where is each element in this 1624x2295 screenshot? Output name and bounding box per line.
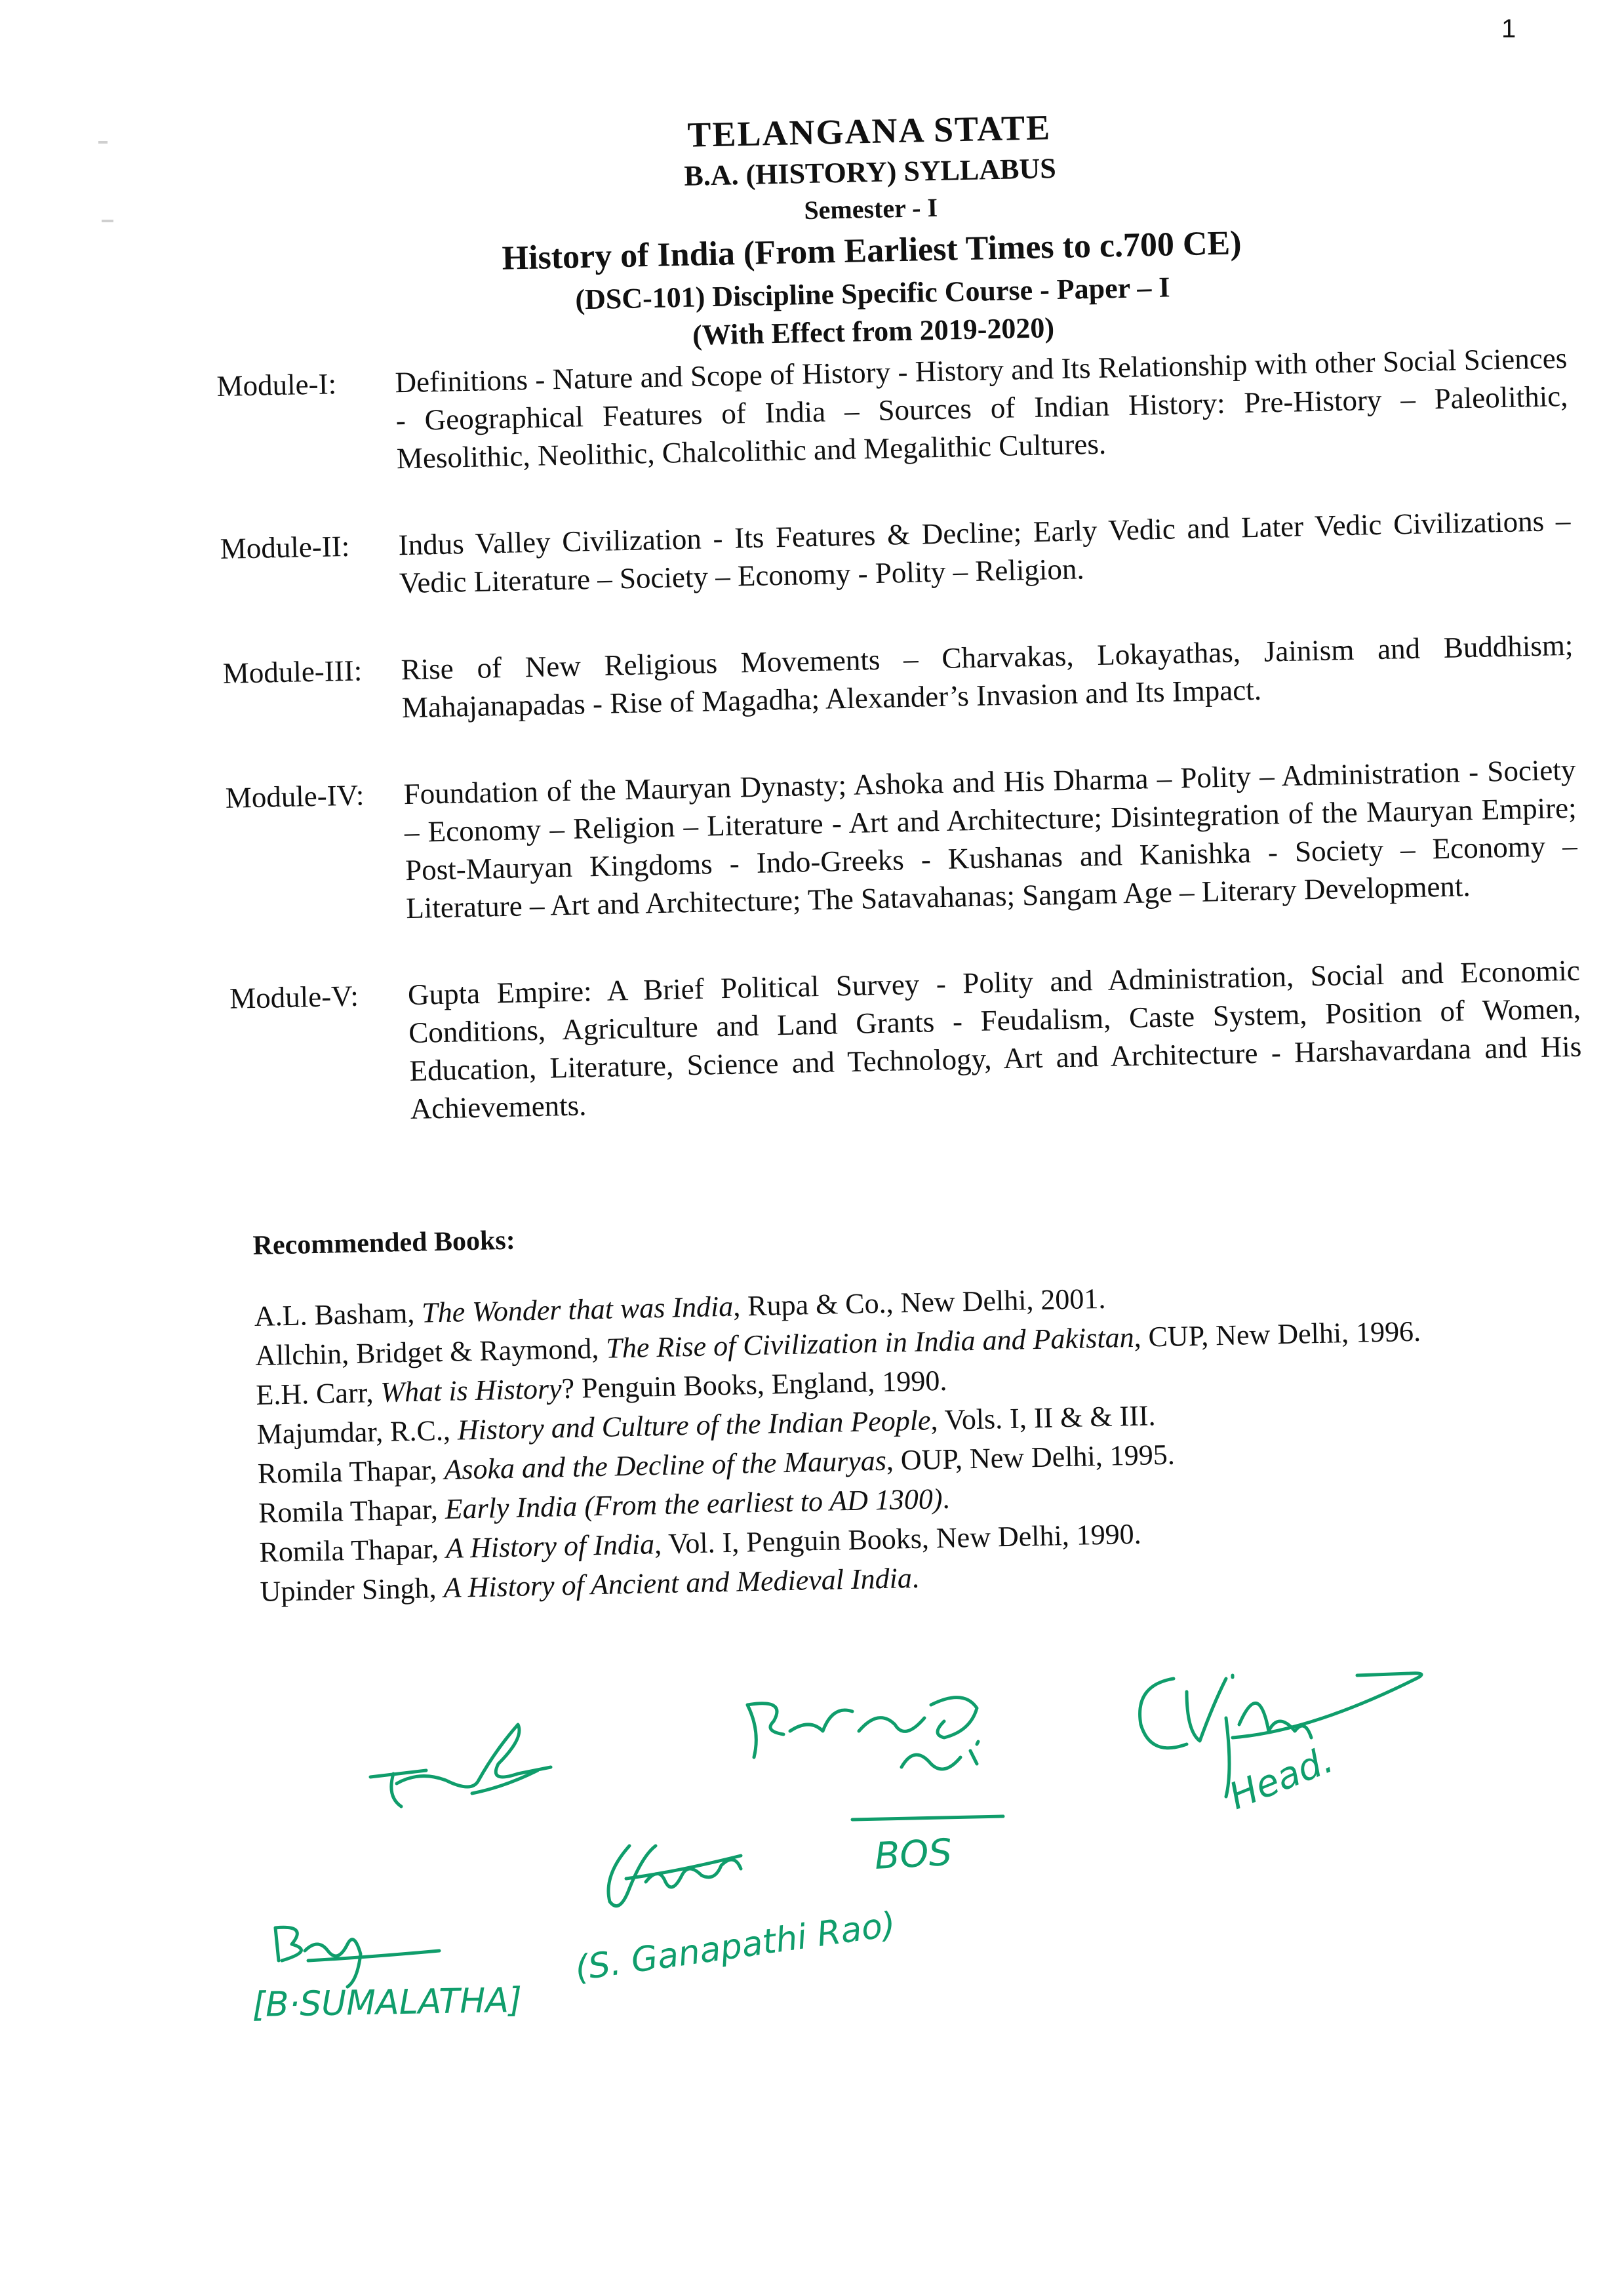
module-label: Module-III:	[222, 654, 363, 690]
book-details: .	[911, 1561, 920, 1595]
book-details: .	[941, 1482, 950, 1515]
book-title: The Wonder that was India	[421, 1290, 734, 1329]
book-details: , Vol. I, Penguin Books, New Delhi, 1990.	[654, 1517, 1142, 1561]
book-author: E.H. Carr,	[255, 1376, 381, 1411]
handwritten-signature	[608, 1846, 741, 1906]
handwritten-signature	[747, 1698, 978, 1769]
module-label: Module-II:	[220, 529, 350, 565]
book-title: The Rise of Civilization in India and Pakistan	[605, 1321, 1135, 1365]
effective-year: (With Effect from 2019-2020)	[692, 311, 1055, 351]
module-text: Gupta Empire: A Brief Political Survey - Polity and Administration, Social and Economic Conditions, Agriculture and Land Grants - Feudalism, Caste System, Position of Women, Education, Literature, Science and Technology, Art and Architecture - Harshavardana and His Achievements.	[407, 953, 1582, 1126]
document-header	[393, 98, 1349, 361]
book-author: Upinder Singh,	[260, 1572, 445, 1608]
module-label: Module-I:	[216, 367, 337, 403]
scan-mark	[102, 220, 113, 222]
book-author: Allchin, Bridget & Raymond,	[254, 1332, 606, 1372]
module-item	[220, 502, 1572, 606]
module-text: Indus Valley Civilization - Its Features & Decline; Early Vedic and Later Vedic Civilizations – Vedic Literature – Society – Economy - Polity – Religion.	[398, 504, 1571, 600]
book-author: Majumdar, R.C.,	[256, 1414, 458, 1450]
book-details: ? Penguin Books, England, 1990.	[561, 1364, 947, 1405]
book-author: Romila Thapar,	[258, 1492, 446, 1529]
course-code: (DSC-101) Discipline Specific Course - Paper – I	[574, 271, 1170, 316]
book-details: , Vols. I, II & & III.	[930, 1399, 1156, 1437]
page-number: 1	[1501, 14, 1516, 43]
header-state: TELANGANA STATE	[686, 108, 1052, 155]
module-text: Rise of New Religious Movements – Charvakas, Lokayathas, Jainism and Buddhism; Mahajanapadas - Rise of Magadha; Alexander’s Invasion and Its Impact.	[401, 628, 1574, 725]
book-details: , CUP, New Delhi, 1996.	[1134, 1315, 1421, 1353]
module-label: Module-V:	[229, 979, 359, 1015]
module-item	[222, 626, 1574, 730]
module-item	[225, 751, 1578, 931]
underline-stroke	[852, 1816, 1003, 1820]
module-text: Definitions - Nature and Scope of History - History and Its Relationship with other Social Sciences - Geographical Features of India – Sources of Indian History: Pre-History – Paleolithic, Mesolithic, Neolithic, Chalcolithic and Megalithic Cultures.	[395, 341, 1568, 475]
book-title: What is History	[380, 1372, 563, 1408]
book-author: Romila Thapar,	[257, 1453, 445, 1490]
books-heading: Recommended Books:	[252, 1225, 516, 1261]
handwritten-signature	[1140, 1673, 1421, 1797]
header-semester: Semester - I	[803, 192, 938, 226]
signatory-name: (S. Ganapathi Rao)	[572, 1904, 898, 1989]
head-label: Head.	[1223, 1738, 1339, 1818]
recommended-books	[252, 1199, 1572, 1612]
bos-label: BOS	[873, 1831, 953, 1878]
module-list	[216, 339, 1584, 1180]
scan-mark	[98, 141, 108, 144]
book-title: Asoka and the Decline of the Mauryas	[443, 1444, 887, 1486]
book-title: Early India (From the earliest to AD 1300)	[445, 1483, 943, 1525]
book-title: A History of Ancient and Medieval India	[443, 1562, 913, 1605]
book-details: , Rupa & Co., New Delhi, 2001.	[732, 1282, 1106, 1323]
handwritten-signature	[370, 1725, 551, 1806]
signatory-name: [B·SUMALATHA]	[252, 1980, 523, 2025]
book-title: A History of India	[445, 1528, 655, 1565]
course-title: History of India (From Earliest Times to c.700 CE)	[502, 224, 1242, 277]
module-text: Foundation of the Mauryan Dynasty; Ashoka and His Dharma – Polity – Administration - Society – Economy – Religion – Literature - Art and Architecture; Disintegration of the Mauryan Empire; Post-Mauryan Kingdoms - Indo-Greeks - Kushanas and Kanishka - Society – Economy – Literature – Art and Architecture; The Satavahanas; Sangam Age – Literary Development.	[403, 753, 1578, 925]
book-author: A.L. Basham,	[254, 1296, 422, 1332]
book-details: , OUP, New Delhi, 1995.	[886, 1438, 1176, 1477]
header-syllabus: B.A. (HISTORY) SYLLABUS	[683, 152, 1057, 192]
handwritten-signature	[275, 1927, 439, 1987]
book-author: Romila Thapar,	[258, 1532, 446, 1568]
book-title: History and Culture of the Indian People	[457, 1404, 931, 1447]
module-item	[229, 951, 1583, 1132]
module-label: Module-IV:	[225, 778, 365, 814]
